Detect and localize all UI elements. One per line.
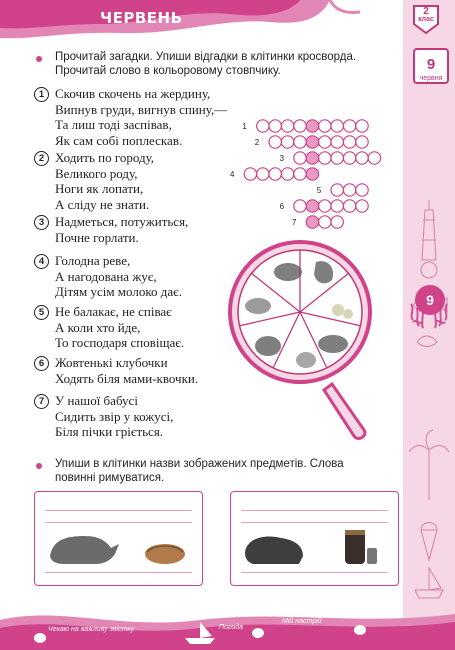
- footer-news[interactable]: Чекаю на важливу звістку: [48, 626, 135, 633]
- crossword-cell[interactable]: [331, 152, 343, 164]
- calendar-date: [413, 48, 449, 84]
- crossword-cell[interactable]: [343, 184, 355, 196]
- dog-image: [274, 263, 302, 281]
- riddle-1: [34, 86, 227, 148]
- date-month: червня: [419, 75, 443, 82]
- bullet-icon: [36, 56, 42, 62]
- hippopotamus-image: [245, 537, 303, 564]
- riddle-3: [34, 214, 188, 245]
- riddle-number: 7: [34, 394, 49, 409]
- side-doodles: [403, 90, 455, 610]
- goose-image: [296, 352, 316, 368]
- task1-line2: Прочитай слово в кольоровому стовпчику.: [55, 65, 281, 77]
- pie-image: [145, 544, 185, 564]
- lighthouse-icon: [422, 200, 436, 260]
- cow-image: [318, 335, 348, 353]
- rhinoceros-image: [50, 536, 119, 564]
- crossword-cell[interactable]: [356, 120, 368, 132]
- crossword-number: 7: [292, 218, 297, 227]
- riddle-line: У нашої бабусі: [55, 393, 138, 408]
- crossword-cell[interactable]: [331, 184, 343, 196]
- palm-icon: [409, 430, 449, 500]
- crossword-cell[interactable]: [319, 200, 331, 212]
- crossword-cell[interactable]: [343, 120, 355, 132]
- riddle-line: Та лиш тоді заспівав,: [55, 117, 172, 132]
- answer-box-1-images: [45, 526, 195, 570]
- answer-box-2[interactable]: [230, 491, 399, 586]
- riddle-line: А коли хто йде,: [55, 319, 141, 335]
- crossword-cell[interactable]: [281, 168, 293, 180]
- crossword-cell[interactable]: [257, 120, 269, 132]
- riddle-6: [34, 355, 198, 386]
- crossword-cell[interactable]: [331, 200, 343, 212]
- riddle-number: 4: [34, 254, 49, 269]
- grade-number: 2: [423, 6, 429, 17]
- riddle-line: Скочив скочень на жердину,: [55, 86, 211, 101]
- bullet-icon: [36, 463, 42, 469]
- task2-line1: Упиши в клітинки назви зображених предметів. Слова: [55, 458, 344, 470]
- crossword-cell[interactable]: [306, 216, 318, 228]
- riddle-number: 3: [34, 215, 49, 230]
- task1-line1: Прочитай загадки. Упиши відгадки в клітинки кросворда.: [55, 51, 357, 63]
- crossword-cell[interactable]: [343, 152, 355, 164]
- crossword-grid[interactable]: [232, 118, 392, 236]
- crossword-cell[interactable]: [294, 200, 306, 212]
- jar-image: [345, 532, 365, 564]
- riddle-line: Випнув груди, вигнув спину,—: [55, 101, 228, 117]
- crossword-cell[interactable]: [281, 136, 293, 148]
- crossword-cell[interactable]: [294, 152, 306, 164]
- crossword-cell[interactable]: [294, 136, 306, 148]
- crossword-cell[interactable]: [294, 168, 306, 180]
- grade-label: клас: [418, 16, 434, 23]
- riddle-line: Ходять біля мами-квочки.: [55, 370, 199, 386]
- crossword-cell[interactable]: [343, 200, 355, 212]
- crossword-cell[interactable]: [331, 216, 343, 228]
- crossword-number: 6: [279, 202, 285, 211]
- task2-line2: повинні римуватися.: [55, 472, 165, 484]
- crossword-number: 5: [316, 186, 322, 195]
- magnifier-illustration: [228, 240, 388, 440]
- crossword-cell[interactable]: [319, 152, 331, 164]
- sailboat-icon: [415, 568, 443, 598]
- riddle-line: Голодна реве,: [55, 253, 131, 268]
- crossword-cell[interactable]: [319, 120, 331, 132]
- crossword-cell[interactable]: [356, 136, 368, 148]
- crossword-cell[interactable]: [244, 168, 256, 180]
- riddle-number: 2: [34, 151, 49, 166]
- ice-cream-icon: [421, 523, 437, 561]
- bird-icon: [417, 336, 437, 347]
- riddle-line: Дітям усім молоко дає.: [55, 284, 182, 299]
- riddle-4: [34, 253, 182, 300]
- riddle-line: Надметься, потужиться,: [55, 214, 189, 229]
- riddle-line: Сидить звір у кожусі,: [55, 408, 174, 424]
- month-title: ЧЕРВЕНЬ: [100, 9, 183, 27]
- crossword-cell[interactable]: [319, 136, 331, 148]
- riddle-line: Почне горлати.: [55, 229, 139, 245]
- answer-box-2-images: [241, 526, 391, 570]
- riddle-line: Біля пічки гріється.: [55, 424, 164, 439]
- crossword-cell[interactable]: [306, 120, 318, 132]
- crossword-cell[interactable]: [331, 120, 343, 132]
- cat-image: [245, 298, 271, 314]
- riddle-2: [34, 150, 154, 212]
- grade-badge: [411, 8, 441, 24]
- riddle-5: [34, 304, 184, 351]
- riddle-line: То господаря сповіщає.: [55, 335, 185, 350]
- date-day: 9: [426, 56, 436, 73]
- footer-weather[interactable]: Погода: [219, 624, 243, 631]
- task1-instruction: [55, 50, 356, 78]
- riddle-number: 1: [34, 87, 49, 102]
- crossword-cell[interactable]: [306, 152, 318, 164]
- riddle-line: Великого роду,: [55, 165, 138, 181]
- crossword-number: 1: [242, 122, 247, 131]
- riddle-7: [34, 393, 173, 440]
- crossword-cell[interactable]: [257, 168, 269, 180]
- crossword-cell[interactable]: [331, 136, 343, 148]
- crossword-cell[interactable]: [356, 152, 368, 164]
- chicks-image: [332, 304, 344, 316]
- snail-icon: [421, 262, 437, 278]
- crossword-cell[interactable]: [368, 152, 380, 164]
- riddle-line: Ноги як лопати,: [55, 181, 144, 196]
- turkey-image: [255, 336, 281, 356]
- crossword-cell[interactable]: [269, 120, 281, 132]
- footer-mood[interactable]: Мій настрій: [282, 618, 322, 625]
- crossword-cell[interactable]: [356, 200, 368, 212]
- crossword-number: 2: [254, 138, 260, 147]
- riddle-number: 6: [34, 356, 49, 371]
- crossword-number: 4: [230, 170, 235, 179]
- crossword-cell[interactable]: [343, 136, 355, 148]
- crossword-cell[interactable]: [306, 168, 318, 180]
- riddle-line: Жовтенькі клубочки: [55, 355, 168, 370]
- crossword-cell[interactable]: [356, 184, 368, 196]
- riddle-line: А нагодована жує,: [55, 268, 157, 284]
- crossword-number: 3: [279, 154, 285, 163]
- task2-instruction: [55, 457, 344, 485]
- crossword-cell[interactable]: [269, 168, 281, 180]
- crossword-cell[interactable]: [306, 136, 318, 148]
- riddle-line: А сліду не знати.: [55, 196, 150, 212]
- crossword-cell[interactable]: [294, 120, 306, 132]
- crossword-cell[interactable]: [306, 200, 318, 212]
- riddle-line: Як сам собі поплескав.: [55, 132, 183, 148]
- crossword-cell[interactable]: [269, 136, 281, 148]
- crossword-cell[interactable]: [281, 120, 293, 132]
- page-number: 9: [415, 285, 445, 315]
- riddle-number: 5: [34, 305, 49, 320]
- crossword-cell[interactable]: [319, 216, 331, 228]
- riddle-line: Не балакає, не співає: [55, 304, 172, 319]
- riddle-line: Ходить по городу,: [55, 150, 155, 165]
- answer-box-1[interactable]: [34, 491, 203, 586]
